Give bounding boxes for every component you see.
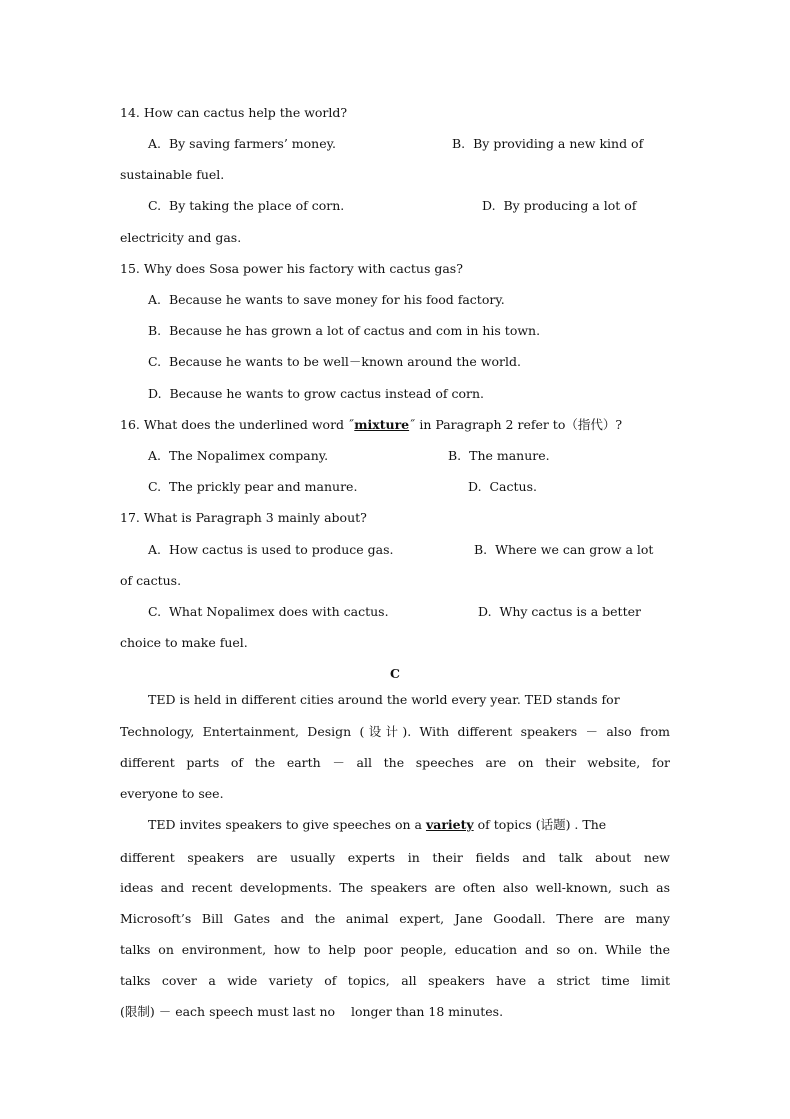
- q17-option-b: B. Where we can grow a lot: [474, 542, 654, 557]
- q17-option-d-cont: choice to make fuel.: [120, 635, 248, 650]
- q14-option-d: D. By producing a lot of: [482, 198, 637, 213]
- underlined-word-variety: variety: [425, 817, 474, 832]
- passage-p2-pre: TED invites speakers to give speeches on a: [148, 817, 422, 832]
- passage-p2-line: Microsoft’s Bill Gates and the animal expert, Jane Goodall. There are many: [120, 911, 670, 926]
- q16-stem: [120, 417, 670, 433]
- q14-stem: 14. How can cactus help the world?: [120, 105, 348, 120]
- q15-option-d: D. Because he wants to grow cactus instead of corn.: [148, 386, 484, 401]
- passage-p1-line: TED is held in different cities around the world every year. TED stands for: [148, 692, 620, 707]
- q16-stem-post: ˝ in Paragraph 2 refer to（指代）?: [409, 417, 623, 432]
- q16-underlined-word: mixture: [354, 417, 410, 432]
- q16-option-a: A. The Nopalimex company.: [148, 448, 329, 463]
- q17-option-a: A. How cactus is used to produce gas.: [148, 542, 394, 557]
- passage-p2-line: talks cover a wide variety of topics, all speakers have a strict time limit: [120, 973, 670, 988]
- passage-p1-line: Technology, Entertainment, Design (设计). With different speakers － also from: [120, 724, 670, 739]
- passage-p2-post: of topics (话题) . The: [473, 817, 607, 832]
- q16-option-c: C. The prickly pear and manure.: [148, 479, 358, 494]
- q16-stem-pre: 16. What does the underlined word ˝: [120, 417, 355, 432]
- passage-p1-line: everyone to see.: [120, 786, 224, 801]
- passage-p2-line: different speakers are usually experts in their fields and talk about new: [120, 850, 670, 865]
- section-heading: C: [390, 666, 400, 681]
- q14-option-d-cont: electricity and gas.: [120, 230, 242, 245]
- q16-option-b: B. The manure.: [448, 448, 550, 463]
- q15-option-a: A. Because he wants to save money for his food factory.: [148, 292, 505, 307]
- q15-option-b: B. Because he has grown a lot of cactus and com in his town.: [148, 323, 541, 338]
- q17-option-b-cont: of cactus.: [120, 573, 182, 588]
- q14-option-c: C. By taking the place of corn.: [148, 198, 345, 213]
- passage-p2-first-line: [148, 817, 670, 833]
- q17-option-c: C. What Nopalimex does with cactus.: [148, 604, 389, 619]
- passage-p1-line: different parts of the earth － all the speeches are on their website, for: [120, 755, 670, 770]
- q15-option-c: C. Because he wants to be well－known around the world.: [148, 354, 521, 369]
- q16-option-d: D. Cactus.: [468, 479, 537, 494]
- passage-p2-line: (限制) － each speech must last no longer than 18 minutes.: [120, 1004, 504, 1019]
- q17-option-d: D. Why cactus is a better: [478, 604, 641, 619]
- q14-option-b-cont: sustainable fuel.: [120, 167, 225, 182]
- q14-option-b: B. By providing a new kind of: [452, 136, 644, 151]
- passage-p2-line: ideas and recent developments. The speakers are often also well-known, such as: [120, 880, 670, 895]
- q17-stem: 17. What is Paragraph 3 mainly about?: [120, 510, 367, 525]
- q14-option-a: A. By saving farmers’ money.: [148, 136, 336, 151]
- passage-p2-line: talks on environment, how to help poor people, education and so on. While the: [120, 942, 670, 957]
- q15-stem: 15. Why does Sosa power his factory with cactus gas?: [120, 261, 463, 276]
